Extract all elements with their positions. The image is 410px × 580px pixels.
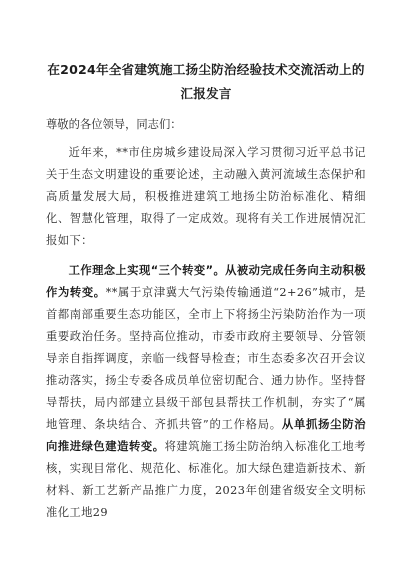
salutation: 尊敬的各位领导，同志们： [46, 118, 182, 131]
section-subheading: 从单抓扬尘防治向推进绿色建造转变。 [46, 418, 366, 453]
document-title: 在2024年全省建筑施工扬尘防治经验技术交流活动上的汇报发言 [47, 62, 365, 101]
section-body-2: 将建筑施工扬尘防治纳入标准化工地考核，实现目常化、规范化、标准化。加大绿色建造新技术、新材料、新工艺新产品推广力度，2023年创建省级安全文明标准化工地29 [46, 440, 366, 519]
document-page [46, 58, 366, 528]
section-body-1: **属于京津冀大气污染传输通道“2+26”城市，是首都南部重要生态功能区，全市上下将扬尘污染防治作为一项重要政治任务。坚持高位推动，市委市政府主要领导、分管领导亲自指挥调度，亲临一线督导检查；市生态委多次召开会议推动落实，扬尘专委各成员单位密切配合、通力协作。坚持督导帮扶，局内部建立县级干部包县帮扶工作机制，夯实了“属地管理、条块结合、齐抓共管”的工作格局。 [46, 286, 366, 431]
paragraph-intro: 近年来，**市住房城乡建设局深入学习贯彻习近平总书记关于生态文明建设的重要论述，主动融入黄河流域生态保护和高质量发展大局，积极推进建筑工地扬尘防治标准化、精细化、智慧化管理，取得了一定成效。现将有关工作进展情况汇报如下： [46, 146, 366, 247]
paragraph-three-changes [46, 260, 366, 524]
section-heading: 工作理念上实现“三个转变”。从被动完成任务向主动积极作为转变。 [46, 264, 366, 299]
